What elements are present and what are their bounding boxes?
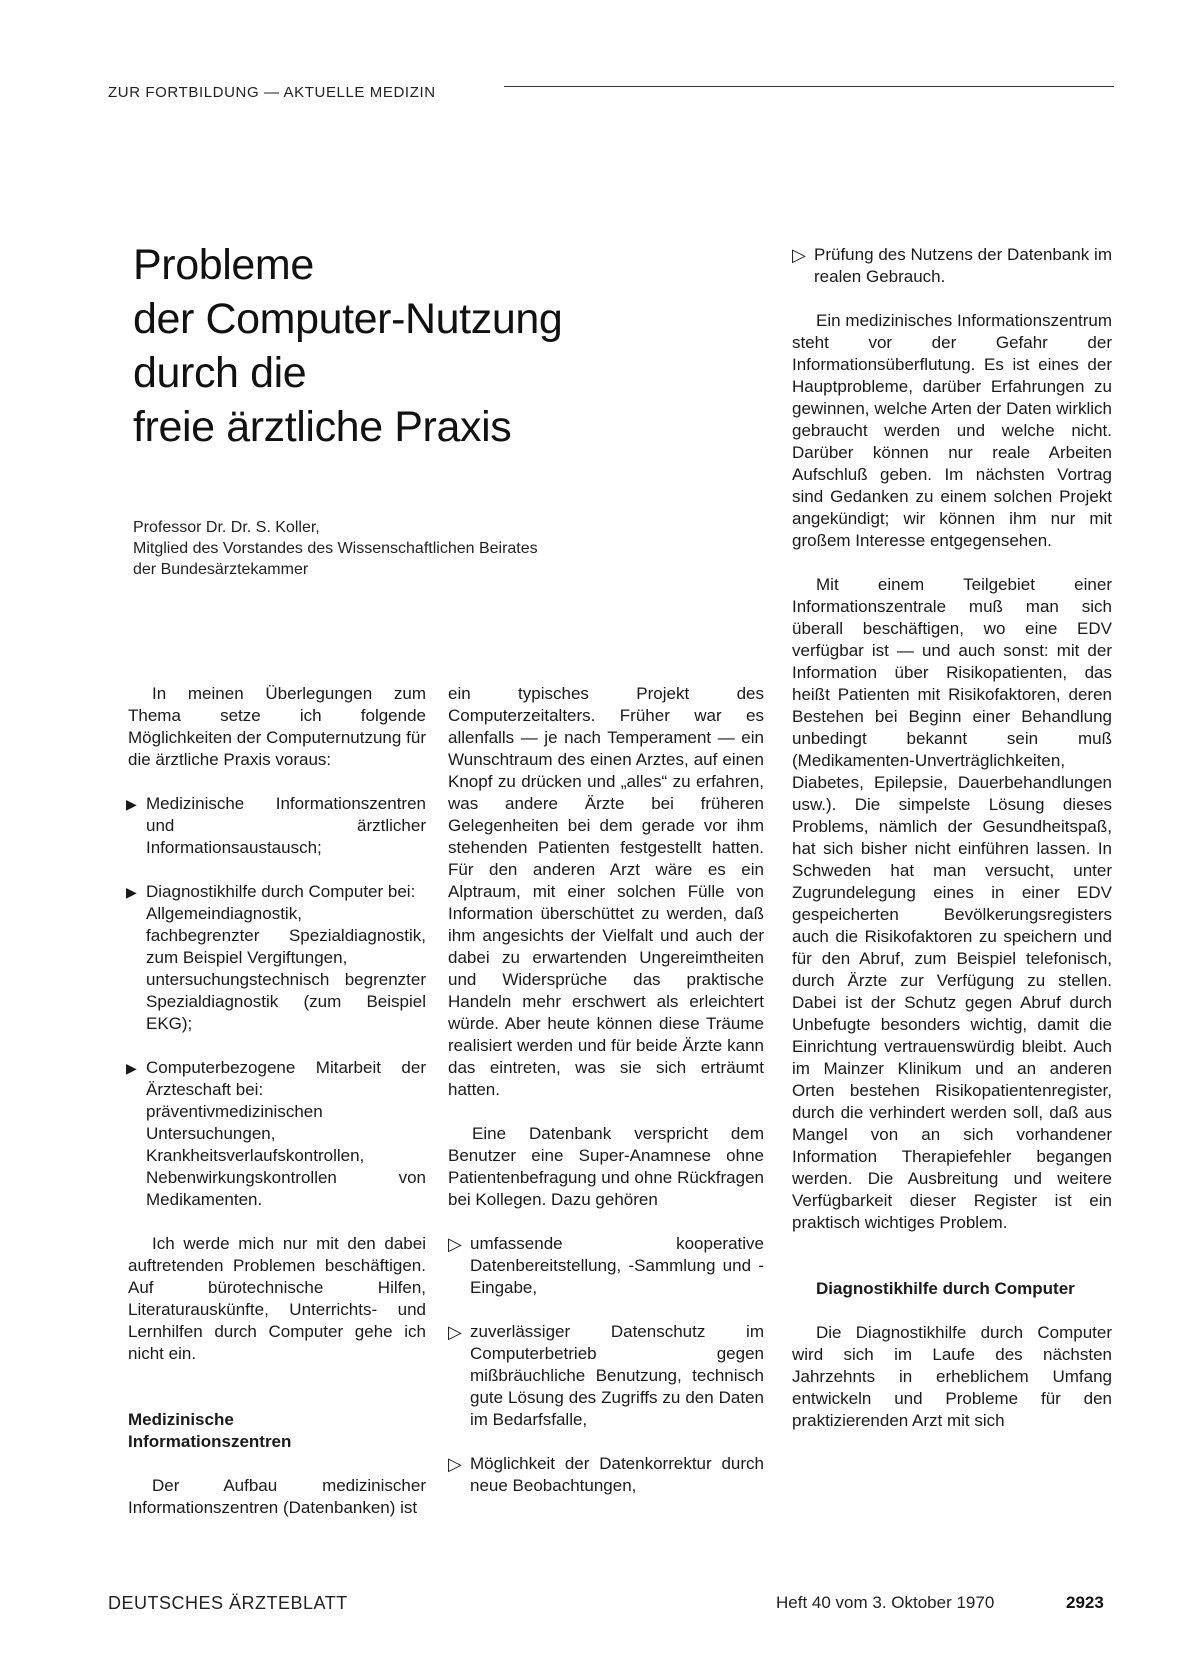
article-title: [133, 238, 562, 454]
filled-triangle-icon: ▶: [126, 884, 137, 900]
title-line: freie ärztliche Praxis: [133, 403, 512, 451]
filled-triangle-icon: ▶: [126, 796, 137, 812]
paragraph: ein typisches Projekt des Computerzeitalters. Früher war es allenfalls — je nach Temperament — ein Wunschtraum des einen Arztes, auf einen Knopf zu drücken und „alles“ zu erfahren, was andere Ärzte bei früheren Gelegenheiten bei dem gerade vor ihm stehenden Patienten festgestellt hatten. Für den anderen Arzt wäre es ein Alptraum, mit einer solchen Fülle von Information überschüttet zu werden, daß ihm angesichts der Vielfalt und auch der dabei zu erwartenden Ungereimtheiten und Widersprüche das praktische Handeln mehr erschwert als erleichtert würde. Aber heute können diese Träume realisiert werden und für beide Ärzte kann das eintreten, was sie sich erträumt hatten.: [448, 684, 764, 1099]
header-rule: [504, 86, 1114, 87]
list-item: ▷ Möglichkeit der Datenkorrektur durch neue Beobachtungen,: [448, 1454, 764, 1495]
open-triangle-icon: ▷: [448, 1454, 462, 1474]
column-3: [792, 244, 1112, 1432]
title-line: Probleme: [133, 241, 314, 289]
list-item-head: Computerbezogene Mitarbeit der Ärzteschaft bei:: [146, 1058, 426, 1099]
title-line: durch die: [133, 349, 307, 397]
paragraph: Die Diagnostikhilfe durch Computer wird sich im Laufe des nächsten Jahrzehnts in erheblichem Umfang entwickeln und Probleme für den praktizierenden Arzt mit sich: [792, 1323, 1112, 1430]
issue-info: Heft 40 vom 3. Oktober 1970: [776, 1593, 995, 1612]
list-subitem: Krankheitsverlaufskontrollen,: [146, 1146, 365, 1165]
author-block: [133, 517, 538, 580]
list-item: [128, 881, 426, 1035]
open-triangle-icon: ▷: [448, 1322, 462, 1342]
list-item: ▶ Medizinische Informationszentren und ärztlicher Informationsaustausch;: [126, 794, 426, 857]
list-subitem: Allgemeindiagnostik,: [146, 904, 302, 923]
list-item: [128, 1057, 426, 1211]
paragraph: Eine Datenbank verspricht dem Benutzer eine Super-Anamnese ohne Patientenbefragung und ohne Rückfragen bei Kollegen. Dazu gehören: [448, 1124, 764, 1209]
list-subitem: untersuchungstechnisch begrenzter Spezialdiagnostik (zum Beispiel EKG);: [146, 970, 426, 1033]
list-subitem: fachbegrenzter Spezialdiagnostik, zum Beispiel Vergiftungen,: [146, 926, 426, 967]
paragraph: Der Aufbau medizinischer Informationszentren (Datenbanken) ist: [128, 1476, 426, 1517]
section-heading: Diagnostikhilfe durch Computer: [816, 1279, 1075, 1298]
author-role: Mitglied des Vorstandes des Wissenschaftlichen Beirates: [133, 540, 538, 557]
column-1: [128, 683, 426, 1519]
list-item: ▷ umfassende kooperative Datenbereitstellung, -Sammlung und -Eingabe,: [448, 1234, 764, 1297]
paragraph: Ich werde mich nur mit den dabei auftretenden Problemen beschäftigen. Auf bürotechnische Hilfen, Literaturauskünfte, Unterrichts- und Lernhilfen durch Computer gehe ich nicht ein.: [128, 1234, 426, 1363]
intro-paragraph: In meinen Überlegungen zum Thema setze ich folgende Möglichkeiten der Computernutzung für die ärztliche Praxis voraus:: [128, 684, 426, 769]
list-subitem: Nebenwirkungskontrollen von Medikamenten.: [146, 1168, 426, 1209]
open-triangle-icon: ▷: [448, 1234, 462, 1254]
list-item-head: Diagnostikhilfe durch Computer bei:: [146, 882, 416, 901]
section-header: ZUR FORTBILDUNG — AKTUELLE MEDIZIN: [108, 84, 436, 101]
open-triangle-icon: ▷: [792, 245, 806, 265]
column-2: [448, 683, 764, 1497]
title-line: der Computer-Nutzung: [133, 295, 563, 343]
journal-name: DEUTSCHES ÄRZTEBLATT: [108, 1593, 348, 1613]
author-name: Professor Dr. Dr. S. Koller,: [133, 519, 320, 536]
page-number: 2923: [1066, 1593, 1104, 1612]
paragraph: Ein medizinisches Informationszentrum steht vor der Gefahr der Informationsüberflutung. Es ist eines der Hauptprobleme, darüber Erfahrungen zu gewinnen, welche Arten der Daten wirklich gebraucht werden und welche nicht. Darüber können nur reale Arbeiten Aufschluß geben. Im nächsten Vortrag sind Gedanken zu einem solchen Projekt angekündigt; wir können ihm nur mit großem Interesse entgegensehen.: [792, 311, 1112, 550]
author-role: der Bundesärztekammer: [133, 561, 309, 578]
section-heading: Medizinische Informationszentren: [128, 1410, 292, 1451]
list-subitem: präventivmedizinischen Untersuchungen,: [146, 1102, 323, 1143]
filled-triangle-icon: ▶: [126, 1060, 137, 1076]
list-item: ▷ zuverlässiger Datenschutz im Computerbetrieb gegen mißbräuchliche Benutzung, technisch gute Lösung des Zugriffs zu den Daten im Bedarfsfalle,: [448, 1322, 764, 1429]
paragraph: Mit einem Teilgebiet einer Informationszentrale muß man sich überall beschäftigen, wo eine EDV verfügbar ist — und auch sonst: mit der Information über Risikopatienten, das heißt Patienten mit Risikofaktoren, deren Bestehen bei Beginn einer Behandlung unbedingt bekannt sein muß (Medikamenten-Unverträglichkeiten, Diabetes, Epilepsie, Dauerbehandlungen usw.). Die simpelste Lösung dieses Problems, nämlich der Gesundheitspaß, hat sich bisher nicht einführen lassen. In Schweden hat man versucht, unter Zugrundelegung eines in einer EDV gespeicherten Bevölkerungsregisters auch die Risikofaktoren zu speichern und für den Abruf, zum Beispiel telefonisch, durch Ärzte zur Verfügung zu stellen. Dabei ist der Schutz gegen Abruf durch Unbefugte besonders wichtig, damit die Einrichtung vertrauenswürdig bleibt. Auch im Mainzer Klinikum und an anderen Orten bestehen Risikopatientenregister, durch die verhindert werden soll, daß aus Mangel von an sich vorhandener Information Therapiefehler begangen werden. Die Ausbreitung und weitere Verfügbarkeit dieser Register ist ein praktisch wichtiges Problem.: [792, 575, 1112, 1232]
list-item: ▷ Prüfung des Nutzens der Datenbank im realen Gebrauch.: [792, 245, 1112, 286]
